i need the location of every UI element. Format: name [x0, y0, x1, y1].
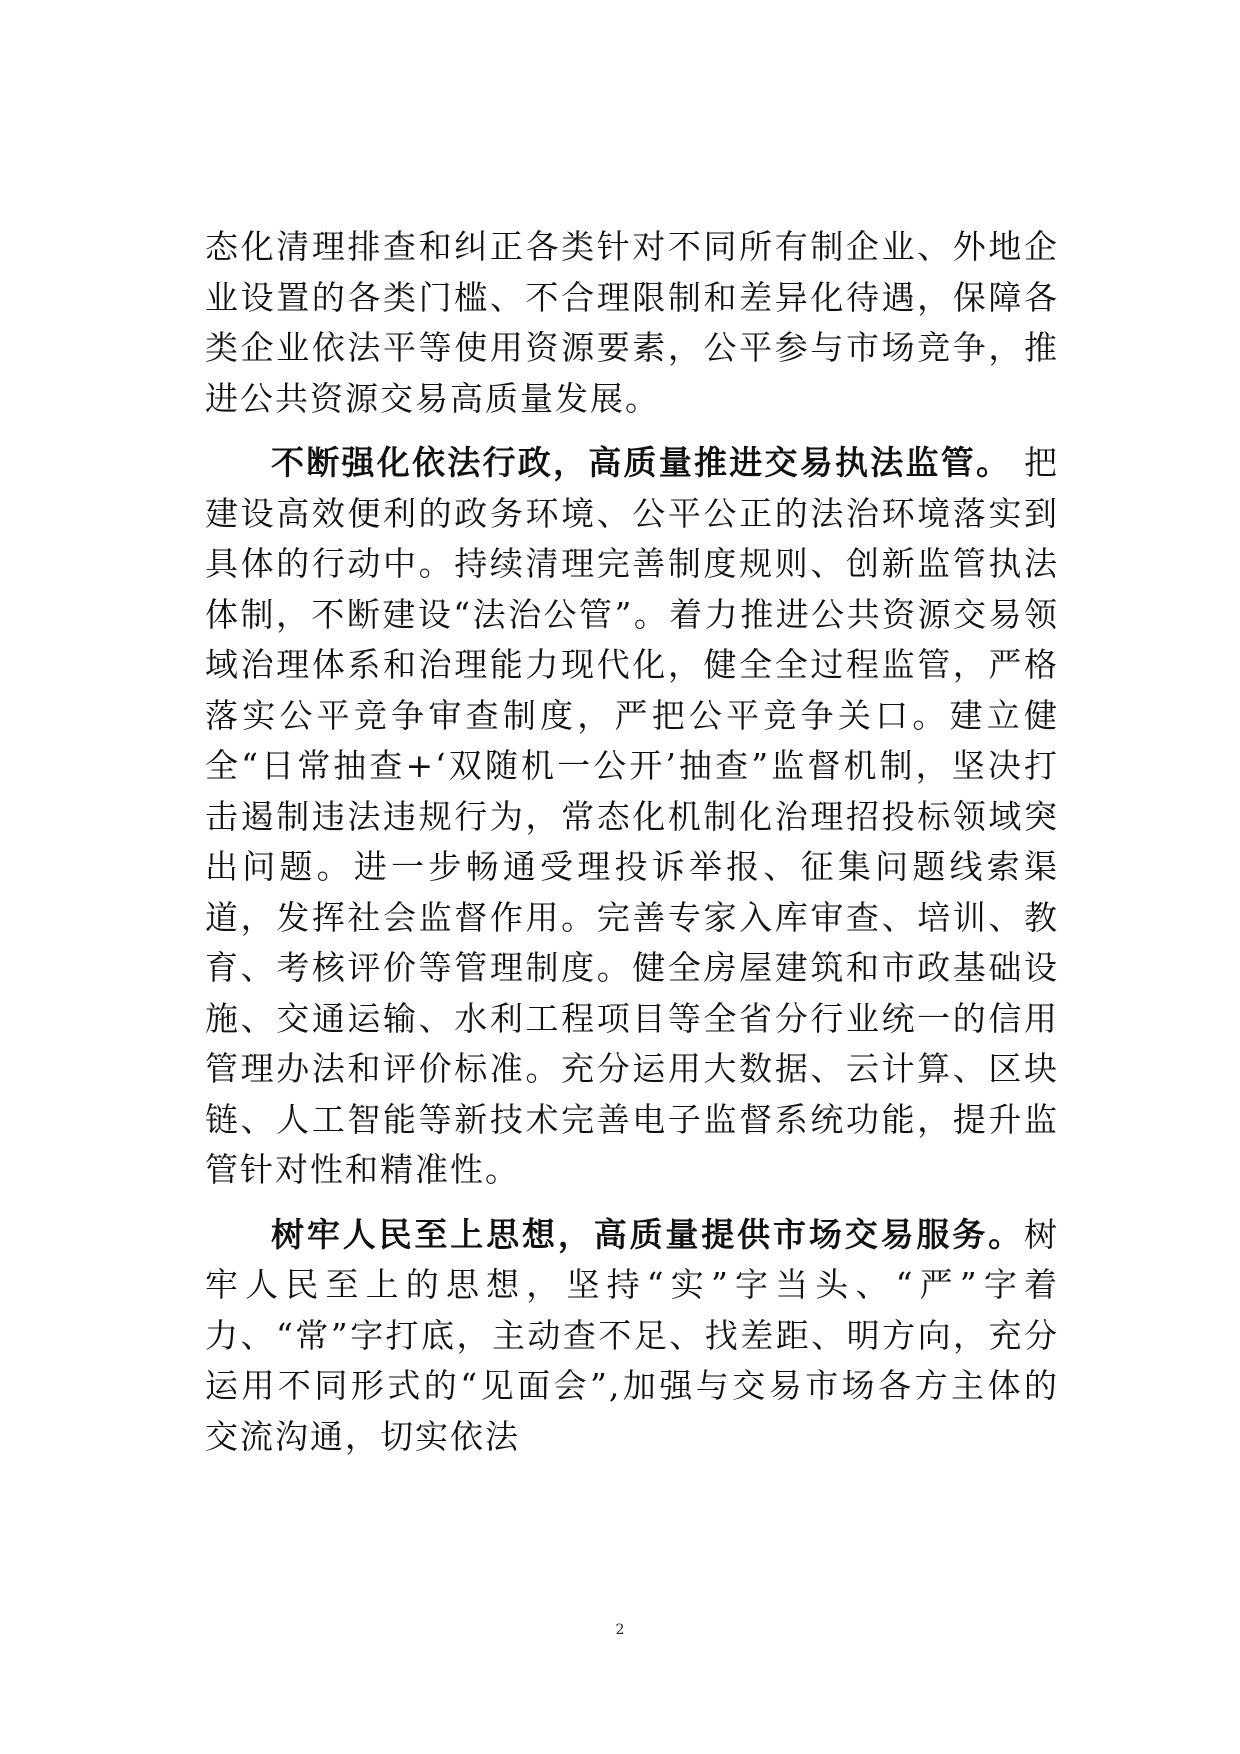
- paragraph-2-body: 把建设高效便利的政务环境、公平公正的法治环境落实到具体的行动中。持续清理完善制度规则、创新监管执法体制，不断建设“法治公管”。着力推进公共资源交易领域治理体系和治理能力现代化，健全全过程监管，严格落实公平竞争审查制度，严把公平竞争关口。建立健全“日常抽查+‘双随机一公开’抽查”监督机制，坚决打击遏制违法违规行为，常态化机制化治理招投标领域突出问题。进一步畅通受理投诉举报、征集问题线索渠道，发挥社会监督作用。完善专家入库审查、培训、教育、考核评价等管理制度。健全房屋建筑和市政基础设施、交通运输、水利工程项目等全省分行业统一的信用管理办法和评价标准。充分运用大数据、云计算、区块链、人工智能等新技术完善电子监督系统功能，提升监管针对性和精准性。: [205, 443, 1059, 1189]
- paragraph-3-body: 树牢人民至上的思想，坚持“实”字当头、“严”字着力、“常”字打底，主动查不足、找差距、明方向，充分运用不同形式的“见面会”,加强与交易市场各方主体的交流沟通，切实依法: [205, 1214, 1059, 1456]
- paragraph-1: [205, 222, 1059, 424]
- page-number: 2: [615, 1622, 625, 1638]
- paragraph-1-body: 态化清理排查和纠正各类针对不同所有制企业、外地企业设置的各类门槛、不合理限制和差异化待遇，保障各类企业依法平等使用资源要素，公平参与市场竞争，推进公共资源交易高质量发展。: [205, 227, 1059, 418]
- paragraph-3-heading: 树牢人民至上思想，高质量提供市场交易服务。: [271, 1214, 1024, 1254]
- paragraph-2: [205, 438, 1059, 1196]
- paragraph-2-heading: 不断强化依法行政，高质量推进交易执法监管。: [271, 443, 1012, 482]
- body-text: [205, 222, 1059, 1476]
- paragraph-3: [205, 1210, 1059, 1463]
